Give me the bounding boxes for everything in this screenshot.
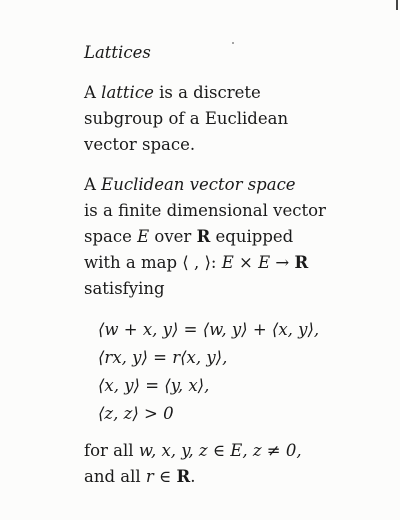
para2-line2: is a finite dimensional vector bbox=[84, 201, 326, 220]
text: . bbox=[190, 467, 196, 486]
text: equipped bbox=[210, 227, 294, 246]
math-E: E bbox=[137, 227, 150, 246]
term-euclidean-vector-space: Euclidean vector space bbox=[101, 175, 296, 194]
text: with a map ⟨ , ⟩: bbox=[84, 253, 222, 272]
equation-positive: ⟨z, z⟩ > 0 bbox=[98, 404, 174, 423]
closing-line2 bbox=[84, 464, 384, 490]
equation-symmetric: ⟨x, y⟩ = ⟨y, x⟩, bbox=[98, 376, 210, 395]
para2-line3 bbox=[84, 224, 384, 250]
edge-mark bbox=[396, 0, 398, 10]
text: A bbox=[84, 175, 102, 194]
math-R-bold: R bbox=[176, 467, 191, 486]
para1-line2: subgroup of a Euclidean bbox=[84, 109, 289, 128]
text: for all bbox=[84, 441, 139, 460]
axiom-equations bbox=[98, 316, 384, 428]
math-map: E × E → bbox=[221, 253, 295, 272]
equation-bilinear: ⟨w + x, y⟩ = ⟨w, y⟩ + ⟨x, y⟩, bbox=[98, 320, 320, 339]
text: and all bbox=[84, 467, 146, 486]
euclidean-definition bbox=[84, 172, 384, 302]
text: over bbox=[149, 227, 197, 246]
lattice-definition bbox=[84, 80, 384, 158]
equation-scalar: ⟨rx, y⟩ = r⟨x, y⟩, bbox=[98, 348, 228, 367]
document-body bbox=[84, 40, 384, 504]
text: A bbox=[84, 83, 102, 102]
para2-line5: satisfying bbox=[84, 279, 165, 298]
section-title: Lattices bbox=[84, 43, 151, 62]
text: is a discrete bbox=[153, 83, 261, 102]
math-R-bold: R bbox=[196, 227, 211, 246]
math-R-bold: R bbox=[294, 253, 309, 272]
para1-line1 bbox=[84, 80, 384, 106]
para2-line1 bbox=[84, 172, 384, 198]
math-quantifier: w, x, y, z ∈ E, z ≠ 0, bbox=[138, 441, 302, 460]
text: space bbox=[84, 227, 138, 246]
math-r: r ∈ bbox=[145, 467, 177, 486]
para2-line4 bbox=[84, 250, 384, 276]
closing-statement bbox=[84, 438, 384, 490]
closing-line1 bbox=[84, 438, 384, 464]
term-lattice: lattice bbox=[101, 83, 154, 102]
para1-line3: vector space. bbox=[84, 135, 196, 154]
